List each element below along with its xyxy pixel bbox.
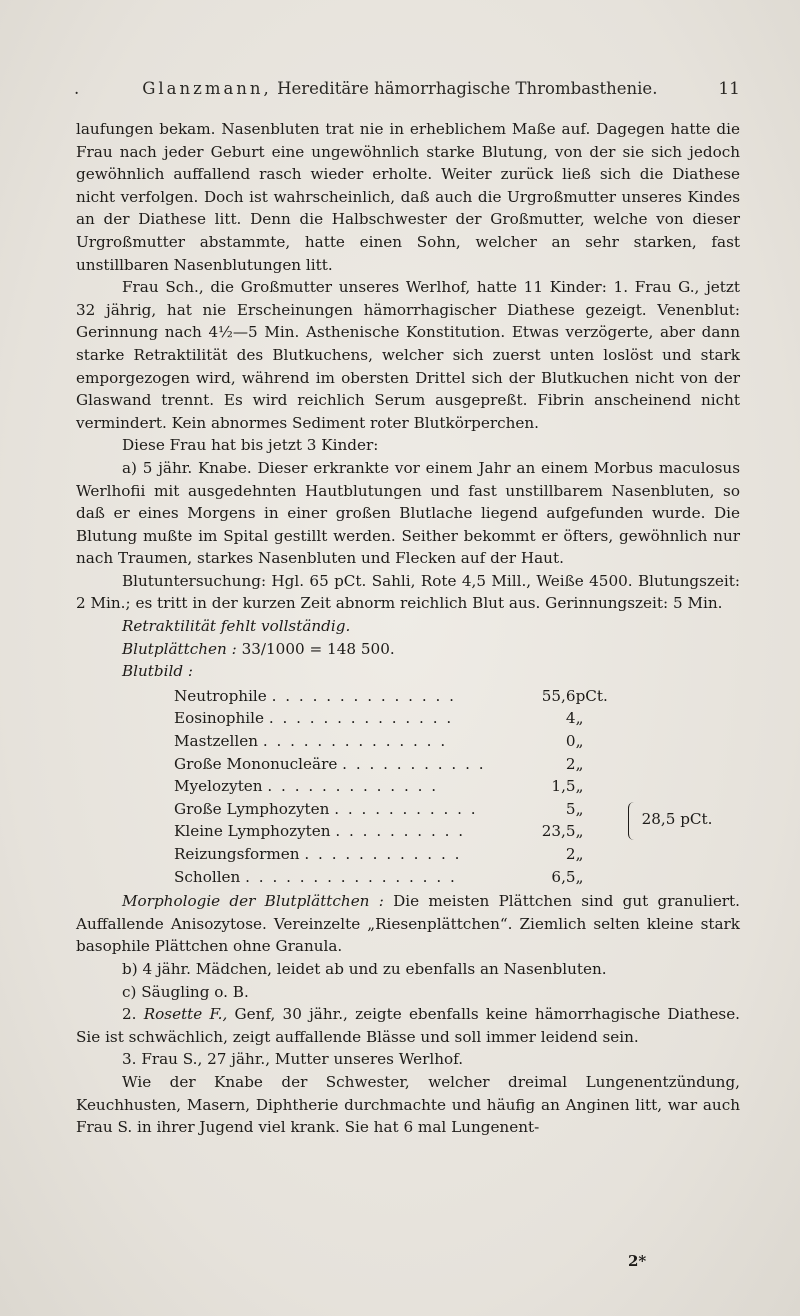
paragraph-1: laufungen bekam. Nasenbluten trat nie in erheblichem Maße auf. Dagegen hatte die Frau nach jeder Geburt eine ungewöhnlich starke Blutung, von der sie sich jedoch gewöhnlich auffallend rasch wieder erholte. Weiter zurück ließ sich die Diathese nicht verfolgen. Doch ist wahrscheinlich, daß auch die Urgroßmutter unseres Kindes an der Diathese litt. Denn die Halbschwester der Großmutter, welche von dieser Urgroßmutter abstammte, hatte einen Sohn, welcher an sehr starken, fast unstillbaren Nasenblutungen litt. — [76, 120, 740, 274]
cell-name-text: Große Mononucleäre — [174, 754, 338, 773]
cell-name-text: Myelozyten — [174, 777, 263, 796]
cell-unit: „ — [575, 732, 584, 751]
morphologie-text: Die meisten Plättchen sind gut granuliert. Auffallende Anisozytose. Vereinzelte „Riesenplättchen“. Ziemlich selten kleine stark basophile Plättchen ohne Granula. — [76, 892, 740, 956]
table-row — [174, 753, 628, 776]
morphologie-paragraph — [76, 890, 740, 958]
table-row — [174, 685, 628, 708]
cell-value: 2 — [565, 845, 576, 863]
leader-dots: . . . . . . . . . . . . . . — [268, 709, 454, 728]
rosette-name: Rosette F., — [143, 1005, 228, 1024]
page-number: 11 — [718, 79, 740, 99]
cell-value: 0 — [565, 732, 576, 751]
cell-name — [174, 820, 486, 843]
leader-dots: . . . . . . . . . . — [335, 822, 466, 841]
paragraph-3: Diese Frau hat bis jetzt 3 Kinder: — [122, 436, 379, 455]
leader-dots: . . . . . . . . . . . . . . — [262, 732, 448, 751]
cell-value: 6,5 — [551, 867, 576, 886]
cell-unit: „ — [575, 867, 584, 886]
header-author: Glanzmann, — [142, 79, 272, 98]
cell-name-text: Kleine Lymphozyten — [174, 822, 331, 841]
paragraph-rosette — [76, 1003, 740, 1048]
page-body — [76, 118, 740, 1139]
cell-name — [174, 775, 486, 798]
paragraph-5: Blutuntersuchung: Hgl. 65 pCt. Sahli, Rote 4,5 Mill., Weiße 4500. Blutungszeit: 2 Min.; es tritt in der kurzen Zeit abnorm reichlich Blut aus. Gerinnungszeit: 5 Min. — [76, 571, 740, 613]
running-header — [74, 78, 740, 100]
cell-value: 55,6 — [541, 686, 576, 705]
cell-name — [174, 866, 486, 889]
paragraph-2: Frau Sch., die Großmutter unseres Werlhof, hatte 11 Kinder: 1. Frau G., jetzt 32 jährig, hat nie Erscheinungen hämorrhagischer Diathese gezeigt. Venenblut: Gerinnung nach 4½—5 Min. Asthenische Konstitution. Etwas verzögerte, aber dann starke Retraktilität des Blutkuchens, welcher sich zuerst unten loslöst und stark emporgezogen wird, während im obersten Drittel sich der Blutkuchen nicht von der Glaswand trennt. Es wird reichlich Serum ausgepreßt. Fibrin anscheinend nicht vermindert. Kein abnormes Sediment roter Blutkörperchen. — [76, 278, 740, 432]
cell-value: 1,5 — [551, 777, 576, 796]
cell-name-text: Mastzellen — [174, 732, 258, 751]
table-row — [174, 730, 628, 753]
plaettchen-label: Blutplättchen : — [122, 639, 237, 658]
cell-value: 23,5 — [541, 822, 576, 841]
blutbild-label: Blutbild : — [122, 662, 194, 681]
cell-unit: pCt. — [575, 686, 608, 705]
cell-unit: „ — [575, 777, 584, 796]
cell-name — [174, 753, 486, 776]
leader-dots: . . . . . . . . . . . — [334, 799, 478, 818]
table-row — [174, 775, 628, 798]
morphologie-label: Morphologie der Blutplättchen : — [122, 892, 384, 911]
table-row — [174, 843, 628, 866]
retraktilitaet-line: Retraktilität fehlt vollständig. — [122, 617, 351, 636]
leader-dots: . . . . . . . . . . . — [342, 754, 486, 773]
paragraph-last: Wie der Knabe der Schwester, welcher dreimal Lungenentzündung, Keuchhusten, Masern, Diphtherie durchmachte und häufig an Anginen litt, war auch Frau S. in ihrer Jugend viel krank. Sie hat 6 mal Lungenent- — [76, 1072, 740, 1137]
lymphocyte-brace — [628, 802, 637, 840]
cell-value: 4 — [565, 709, 576, 728]
cell-name — [174, 730, 486, 753]
leader-dots: . . . . . . . . . . . . . . . . — [245, 867, 457, 886]
blutbild-table — [174, 685, 713, 888]
header-bullet: . — [74, 79, 80, 98]
cell-unit: „ — [575, 822, 584, 841]
plaettchen-line — [76, 638, 740, 661]
cell-value: 2 — [565, 754, 576, 773]
paragraph-b: b) 4 jähr. Mädchen, leidet ab und zu ebenfalls an Nasenbluten. — [122, 959, 607, 978]
cell-name — [174, 798, 486, 821]
cell-name-text: Große Lymphozyten — [174, 799, 330, 818]
leader-dots: . . . . . . . . . . . . — [304, 845, 462, 863]
cell-name-text: Reizungsformen — [174, 845, 300, 863]
cell-unit: „ — [575, 799, 584, 818]
rosette-text: Genf, 30 jähr., zeigte ebenfalls keine hämorrhagische Diathese. Sie ist schwächlich, zeigt auffallende Blässe und soll immer leidend sein. — [76, 1005, 741, 1046]
table-row — [174, 820, 628, 843]
lymphocyte-sum: 28,5 pCt. — [641, 810, 713, 829]
cell-value: 5 — [565, 799, 576, 818]
header-title: Hereditäre hämorrhagische Thrombasthenie. — [277, 79, 658, 98]
table-row — [174, 866, 628, 889]
table-row — [174, 707, 628, 730]
rosette-number: 2. — [122, 1005, 137, 1024]
cell-name-text: Eosinophile — [174, 709, 265, 728]
paragraph-4: a) 5 jähr. Knabe. Dieser erkrankte vor einem Jahr an einem Morbus maculosus Werlhofii mit ausgedehnten Hautblutungen und fast unstillbarem Nasenbluten, so daß er eines Morgens in einer großen Blutlache liegend aufgefunden wurde. Die Blutung mußte im Spital gestillt werden. Seither bekommt er öfters, gewöhnlich nur nach Traumen, starkes Nasenbluten und Flecken auf der Haut. — [76, 458, 740, 568]
cell-unit: „ — [575, 845, 584, 863]
paragraph-c: c) Säugling o. B. — [122, 982, 249, 1001]
cell-name — [174, 707, 486, 730]
cell-name — [174, 843, 486, 866]
cell-name-text: Neutrophile — [174, 686, 267, 705]
cell-name — [174, 685, 486, 708]
signature-mark: 2* — [628, 1252, 647, 1270]
cell-unit: „ — [575, 709, 584, 728]
plaettchen-value: 33/1000 = 148 500. — [241, 639, 395, 658]
leader-dots: . . . . . . . . . . . . . . — [271, 686, 456, 705]
leader-dots: . . . . . . . . . . . . . — [267, 777, 439, 796]
cell-name-text: Schollen — [174, 867, 241, 886]
table-row — [174, 798, 628, 821]
cell-unit: „ — [575, 754, 584, 773]
paragraph-frau-s: 3. Frau S., 27 jähr., Mutter unseres Werlhof. — [122, 1050, 464, 1069]
